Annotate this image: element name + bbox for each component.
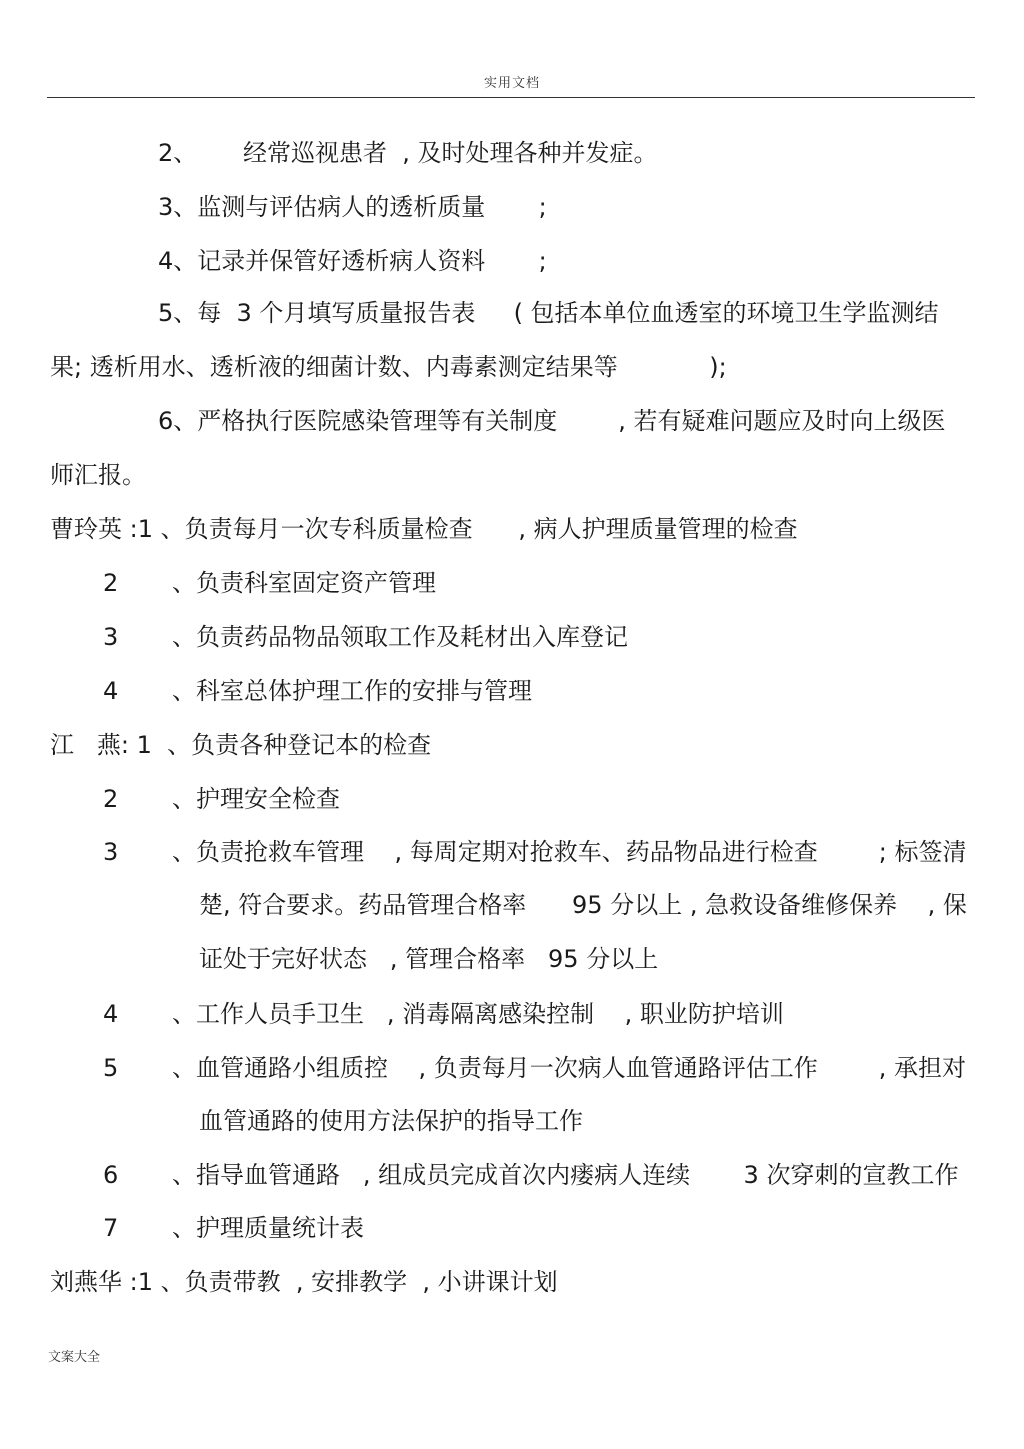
jiang-item-text-2: 、护理安全检查 <box>172 785 340 813</box>
duty-line-6-cont: 师汇报。 <box>50 461 146 489</box>
duty-line-5: 5、每 3 个月填写质量报告表 ( 包括本单位血透室的环境卫生学监测结 <box>158 299 939 327</box>
jiang-item-text-3: 、负责抢救车管理 , 每周定期对抢救车、药品物品进行检查 ; 标签清 <box>172 838 967 866</box>
duty-line-3: 3、监测与评估病人的透析质量 ; <box>158 193 547 221</box>
jiang-item-num-7: 7 <box>103 1214 119 1242</box>
cao-item-num-2: 2 <box>103 569 119 597</box>
jiang-item-3-cont-1: 楚, 符合要求。药品管理合格率 95 分以上 , 急救设备维修保养 , 保 <box>199 891 967 919</box>
header-divider <box>47 97 975 98</box>
jiang-item-5-cont: 血管通路的使用方法保护的指导工作 <box>199 1107 583 1135</box>
jiang-lead-line: 江 燕: 1 、负责各种登记本的检查 <box>50 731 432 759</box>
jiang-item-text-6: 、指导血管通路 , 组成员完成首次内瘘病人连续 3 次穿刺的宣教工作 <box>172 1161 959 1189</box>
jiang-item-num-3: 3 <box>103 838 119 866</box>
duty-line-4: 4、记录并保管好透析病人资料 ; <box>158 247 547 275</box>
duty-line-5-cont: 果; 透析用水、透析液的细菌计数、内毒素测定结果等 ); <box>50 353 727 381</box>
cao-item-num-3: 3 <box>103 623 119 651</box>
jiang-item-num-4: 4 <box>103 1000 119 1028</box>
cao-item-text-2: 、负责科室固定资产管理 <box>172 569 436 597</box>
page-footer: 文案大全 <box>48 1350 101 1365</box>
cao-item-num-4: 4 <box>103 677 119 705</box>
jiang-item-num-5: 5 <box>103 1054 119 1082</box>
jiang-item-text-5: 、血管通路小组质控 , 负责每月一次病人血管通路评估工作 , 承担对 <box>172 1054 967 1082</box>
duty-line-6: 6、严格执行医院感染管理等有关制度 , 若有疑难问题应及时向上级医 <box>158 407 946 435</box>
jiang-item-text-4: 、工作人员手卫生 , 消毒隔离感染控制 , 职业防护培训 <box>172 1000 784 1028</box>
page-header: 实用文档 <box>483 76 540 91</box>
liu-lead-line: 刘燕华 :1 、负责带教 , 安排教学 , 小讲课计划 <box>50 1268 558 1296</box>
jiang-item-num-6: 6 <box>103 1161 119 1189</box>
cao-item-text-4: 、科室总体护理工作的安排与管理 <box>172 677 532 705</box>
jiang-item-num-2: 2 <box>103 785 119 813</box>
jiang-item-3-cont-2: 证处于完好状态 , 管理合格率 95 分以上 <box>199 945 659 973</box>
cao-lead-line: 曹玲英 :1 、负责每月一次专科质量检查 , 病人护理质量管理的检查 <box>50 515 798 543</box>
duty-line-2: 2、 经常巡视患者 , 及时处理各种并发症。 <box>158 139 658 167</box>
cao-item-text-3: 、负责药品物品领取工作及耗材出入库登记 <box>172 623 628 651</box>
jiang-item-text-7: 、护理质量统计表 <box>172 1214 364 1242</box>
